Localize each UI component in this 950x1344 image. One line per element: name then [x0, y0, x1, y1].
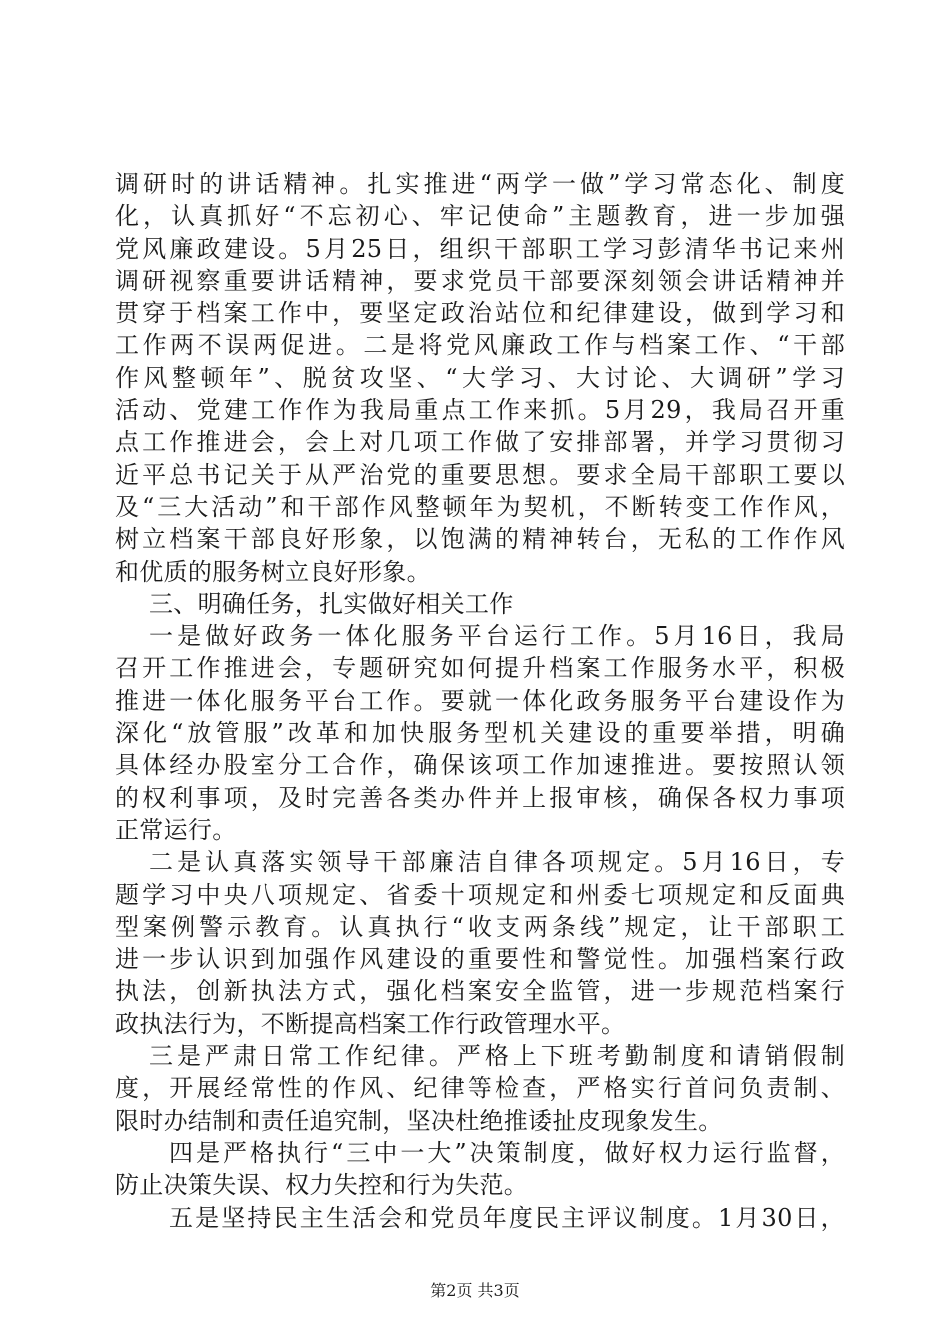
text-line: 调研时的讲话精神。扎实推进“两学一做”学习常态化、制度	[115, 170, 845, 198]
text-line: 型案例警示教育。认真执行“收支两条线”规定，让干部职工	[115, 912, 845, 941]
text-line: 三、明确任务，扎实做好相关工作	[149, 589, 514, 618]
text-line: 一是做好政务一体化服务平台运行工作。5月16日，我局	[149, 622, 845, 651]
text-line: 和优质的服务树立良好形象。	[115, 557, 431, 586]
text-line: 化，认真抓好“不忘初心、牢记使命”主题教育，进一步加强	[115, 202, 845, 231]
text-line: 四是严格执行“三中一大”决策制度，做好权力运行监督，	[169, 1138, 845, 1167]
page-footer: 第2页 共3页	[430, 1281, 520, 1300]
text-line: 五是坚持民主生活会和党员年度民主评议制度。1月30日，	[169, 1203, 845, 1232]
text-line: 工作两不误两促进。二是将党风廉政工作与档案工作、“干部	[115, 331, 845, 360]
text-line: 近平总书记关于从严治党的重要思想。要求全局干部职工要以	[115, 460, 845, 489]
text-line: 二是认真落实领导干部廉洁自律各项规定。5月16日，专	[149, 848, 845, 877]
text-line: 推进一体化服务平台工作。要就一体化政务服务平台建设作为	[115, 686, 845, 715]
text-line: 题学习中央八项规定、省委十项规定和州委七项规定和反面典	[115, 880, 845, 909]
text-line: 执法，创新执法方式，强化档案安全监管，进一步规范档案行	[115, 977, 845, 1006]
text-line: 防止决策失误、权力失控和行为失范。	[115, 1171, 529, 1200]
text-line: 调研视察重要讲话精神，要求党员干部要深刻领会讲话精神并	[115, 266, 845, 295]
text-line: 贯穿于档案工作中，要坚定政治站位和纪律建设，做到学习和	[115, 299, 845, 328]
text-line: 点工作推进会，会上对几项工作做了安排部署，并学习贯彻习	[115, 428, 845, 457]
text-line: 及“三大活动”和干部作风整顿年为契机，不断转变工作作风，	[115, 492, 845, 521]
text-line: 作风整顿年”、脱贫攻坚、“大学习、大讨论、大调研”学习	[115, 363, 845, 392]
text-line: 活动、党建工作作为我局重点工作来抓。5月29，我局召开重	[115, 396, 845, 425]
text-line: 召开工作推进会，专题研究如何提升档案工作服务水平，积极	[115, 654, 845, 683]
document-body	[115, 168, 845, 1234]
text-line: 党风廉政建设。5月25日，组织干部职工学习彭清华书记来州	[115, 234, 845, 263]
text-line: 度，开展经常性的作风、纪律等检查，严格实行首问负责制、	[115, 1074, 845, 1103]
text-line: 树立档案干部良好形象，以饱满的精神转台，无私的工作作风	[115, 525, 845, 554]
text-line: 深化“放管服”改革和加快服务型机关建设的重要举措，明确	[115, 719, 845, 748]
text-line: 三是严肃日常工作纪律。严格上下班考勤制度和请销假制	[149, 1042, 845, 1071]
text-line: 进一步认识到加强作风建设的重要性和警觉性。加强档案行政	[115, 945, 845, 974]
text-line: 正常运行。	[115, 815, 237, 844]
text-line: 政执法行为，不断提高档案工作行政管理水平。	[115, 1009, 626, 1038]
text-line: 限时办结制和责任追究制，坚决杜绝推诿扯皮现象发生。	[115, 1106, 723, 1135]
text-line: 具体经办股室分工合作，确保该项工作加速推进。要按照认领	[115, 751, 845, 780]
text-line: 的权利事项，及时完善各类办件并上报审核，确保各权力事项	[115, 783, 845, 812]
